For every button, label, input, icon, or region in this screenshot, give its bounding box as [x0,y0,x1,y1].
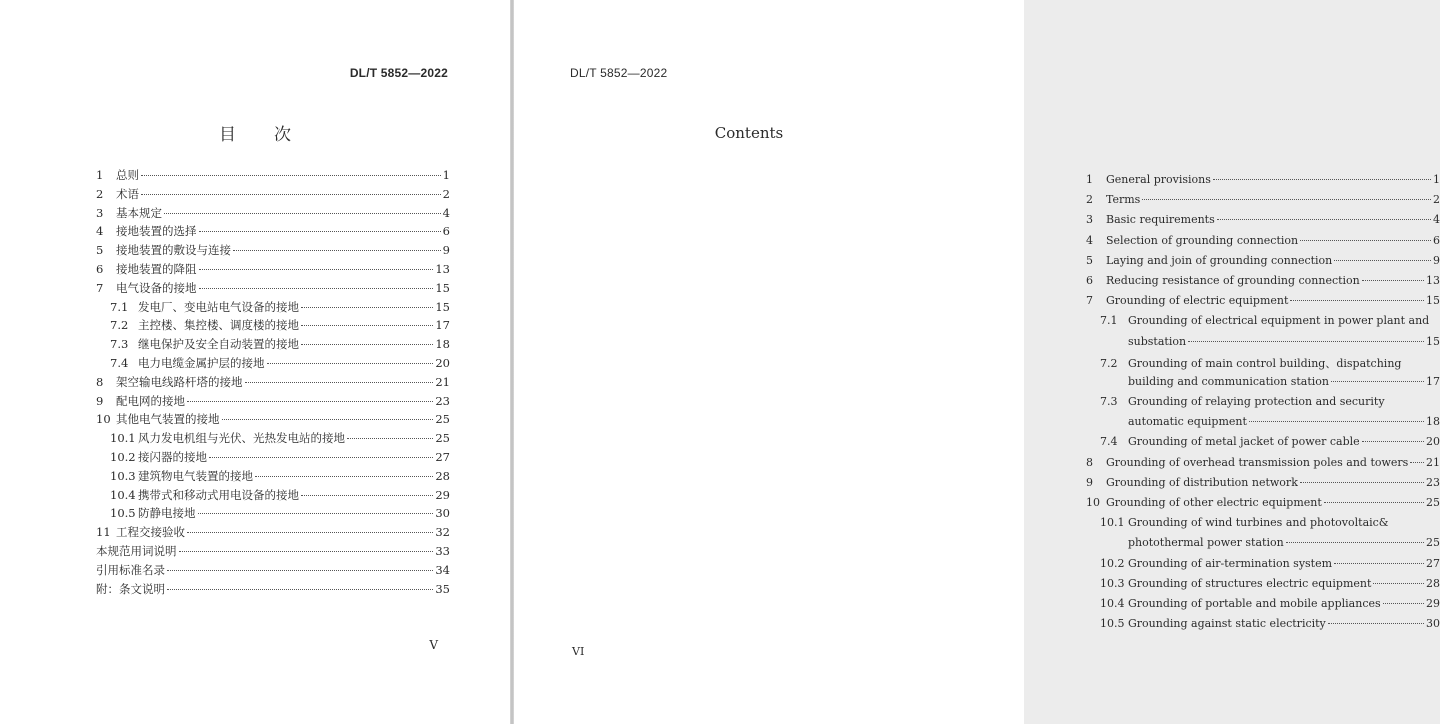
toc-entry-label: Grounding of metal jacket of power cable [1128,435,1360,449]
toc-entry-label: 基本规定 [116,205,162,220]
toc-entry-number: 1 [96,168,104,182]
toc-entry-number: 10.3 [110,468,136,483]
toc-entry-label: 接地装置的选择 [116,224,197,239]
toc-entry [96,468,450,487]
toc-entry [1086,294,1440,314]
toc-leader-dots [199,231,441,232]
toc-entry-page: 2 [442,186,450,201]
toc-entry-label: 风力发电机组与光伏、光热发电站的接地 [138,431,345,446]
toc-entry-page: 18 [1426,415,1440,429]
toc-leader-dots [141,175,441,176]
toc-entry-page: 20 [1426,435,1440,449]
toc-entry [1086,193,1440,213]
toc-leader-dots [167,589,433,590]
toc-leader-dots [245,382,434,383]
toc-entry-number: 10.2 [110,449,136,464]
toc-entry [1086,597,1440,617]
toc-leader-dots [1324,502,1424,503]
toc-entry-number: 6 [96,261,104,276]
toc-entry-label: 配电网的接地 [116,393,185,408]
toc-entry [96,543,450,562]
toc-entry-page: 25 [1426,496,1440,509]
toc-entry-number: 2 [96,186,104,201]
toc-entry-label: 发电厂、变电站电气设备的接地 [138,299,299,314]
toc-entry [1086,516,1440,536]
toc-leader-dots [1334,563,1424,564]
toc-entry-number: 7 [1086,294,1093,308]
toc-leader-dots [1410,462,1424,463]
toc-leader-dots [209,457,433,458]
toc-entry-label: Selection of grounding connection [1106,233,1299,247]
toc-entry [96,280,450,299]
toc-entry-number: 6 [1086,273,1093,287]
toc-leader-dots [301,495,433,496]
toc-entry-label: 其他电气装置的接地 [116,412,220,427]
toc-entry-number: 7.1 [110,299,129,314]
toc-entry-label: 总则 [116,168,139,182]
toc-entry [1086,476,1440,496]
toc-entry-label: 工程交接验收 [116,525,185,540]
toc-entry [96,167,450,186]
toc-entry-label: General provisions [1106,173,1211,186]
toc-entry-page: 13 [1426,273,1440,287]
toc-entry-number: 10 [1086,496,1100,509]
toc-entry-number: 5 [1086,253,1093,267]
toc-entry-page: 34 [435,562,450,577]
left-page [0,0,510,724]
toc-entry-label: 引用标准名录 [96,562,165,577]
toc-entry-label: 电气设备的接地 [116,280,197,295]
toc-entry-number: 8 [1086,455,1093,469]
toc-entry [96,449,450,468]
toc-entry-number: 5 [96,243,104,258]
toc-leader-dots [1362,441,1424,442]
toc-entry [96,223,450,242]
toc-entry [96,430,450,449]
toc-entry-page: 15 [1426,294,1440,308]
toc-entry-label: 架空输电线路杆塔的接地 [116,374,243,389]
toc-entry-page: 20 [435,355,450,370]
toc-leader-dots [1290,300,1424,301]
toc-leader-dots [1249,421,1424,422]
toc-entry-number: 3 [1086,213,1093,227]
toc-entry-label: Grounding of overhead transmission poles and towers [1106,455,1409,469]
toc-entry [1086,254,1440,274]
toc-entry-number: 7.4 [110,355,129,370]
toc-entry-label: 术语 [116,186,139,201]
toc-entry-page: 25 [435,412,450,427]
toc-entry [1086,213,1440,233]
toc-entry-page: 23 [1426,475,1440,489]
toc-entry-page: 15 [435,280,450,295]
toc-entry [96,393,450,412]
toc-english [1086,173,1440,637]
toc-leader-dots [1328,623,1424,624]
toc-leader-dots [1373,583,1424,584]
toc-entry-page: 28 [1426,576,1440,590]
toc-entry [96,242,450,261]
toc-entry [96,186,450,205]
toc-entry-label: 电力电缆金属护层的接地 [138,355,265,370]
toc-entry-label-continued: building and communication station [1128,374,1329,388]
toc-entry-page: 23 [435,393,450,408]
toc-leader-dots [187,532,433,533]
toc-leader-dots [199,269,434,270]
toc-leader-dots [267,363,434,364]
toc-entry [1086,557,1440,577]
toc-leader-dots [255,476,433,477]
toc-entry [96,336,450,355]
toc-entry-page: 21 [1426,455,1440,469]
toc-entry-page: 29 [1426,596,1440,610]
toc-entry-page: 15 [435,299,450,314]
toc-entry-label: Grounding of electrical equipment in power plant and [1128,314,1430,328]
toc-entry-page: 18 [435,337,450,352]
toc-leader-dots [179,551,434,552]
toc-entry-number: 10.5 [110,506,136,521]
toc-entry-continuation [1086,335,1440,355]
toc-entry-label: 附：条文说明 [96,581,165,596]
toc-entry-label: Grounding of portable and mobile appliances [1128,596,1381,610]
toc-entry-number: 9 [96,393,104,408]
right-page-title: Contents [714,124,784,142]
toc-entry-page: 25 [435,431,450,446]
toc-entry-number: 10.4 [110,487,136,502]
toc-leader-dots [141,194,441,195]
toc-entry [96,355,450,374]
toc-entry-label: 主控楼、集控楼、调度楼的接地 [138,318,299,333]
toc-entry-page: 29 [435,487,450,502]
toc-entry-page: 30 [435,506,450,521]
toc-entry-number: 7.1 [1100,314,1118,328]
toc-leader-dots [1334,260,1431,261]
toc-entry-number: 11 [96,525,111,540]
toc-entry [1086,395,1440,415]
toc-entry-label-continued: substation [1128,334,1187,348]
toc-entry-number: 9 [1086,475,1093,489]
toc-leader-dots [1383,603,1424,604]
toc-entry [1086,234,1440,254]
toc-leader-dots [1300,482,1424,483]
toc-entry-label: Grounding of relaying protection and security [1128,395,1385,409]
toc-entry-continuation [1086,375,1440,395]
toc-entry-page: 35 [435,581,450,596]
toc-leader-dots [301,344,433,345]
toc-entry-number: 4 [96,224,104,239]
toc-entry-number: 1 [1086,173,1093,186]
toc-entry-number: 8 [96,374,104,389]
toc-entry [1086,496,1440,516]
left-page-header: DL/T 5852—2022 [349,66,448,80]
toc-entry-number: 10 [96,412,111,427]
toc-entry [96,524,450,543]
toc-entry [96,581,450,600]
toc-entry-label: 接闪器的接地 [138,449,207,464]
toc-entry-number: 7.4 [1100,435,1118,449]
toc-entry-page: 13 [435,261,450,276]
toc-entry [1086,456,1440,476]
toc-entry-label-continued: automatic equipment [1128,415,1247,429]
toc-entry-page: 9 [1433,253,1440,267]
toc-entry-number: 10.5 [1100,617,1125,631]
toc-entry-label: 防静电接地 [138,506,196,521]
toc-leader-dots [1217,219,1431,220]
toc-entry-number: 10.4 [1100,596,1125,610]
toc-entry-label: 携带式和移动式用电设备的接地 [138,487,299,502]
toc-entry-label: Basic requirements [1106,213,1215,227]
toc-leader-dots [1331,381,1424,382]
right-page [514,0,1440,724]
toc-leader-dots [222,419,434,420]
toc-leader-dots [1300,240,1431,241]
toc-entry-label: Reducing resistance of grounding connection [1106,273,1360,287]
toc-entry-page: 25 [1426,536,1440,550]
toc-entry-label: Grounding of air-termination system [1128,556,1333,570]
toc-entry [96,299,450,318]
toc-entry-number: 7.2 [110,318,129,333]
toc-entry-label: Grounding of main control building、dispatching [1128,356,1402,370]
toc-entry [96,411,450,430]
toc-leader-dots [199,288,434,289]
toc-entry-page: 32 [435,525,450,540]
toc-entry-page: 1 [1433,173,1440,186]
toc-entry [1086,577,1440,597]
toc-entry-page: 15 [1426,334,1440,348]
toc-entry [1086,617,1440,637]
left-page-title: 目次 [219,125,329,145]
toc-entry-page: 17 [1426,374,1440,388]
toc-leader-dots [1362,280,1424,281]
toc-leader-dots [187,401,433,402]
toc-entry-page: 33 [435,543,450,558]
toc-entry-number: 3 [96,205,104,220]
toc-chinese [96,167,450,599]
toc-entry-page: 17 [435,318,450,333]
toc-entry-number: 7.3 [1100,395,1118,409]
right-page-folio: VI [572,645,585,658]
toc-entry [96,374,450,393]
toc-entry-label: 接地装置的降阻 [116,261,197,276]
toc-entry-label: 建筑物电气装置的接地 [138,468,253,483]
toc-entry-label: Grounding of structures electric equipment [1128,576,1372,590]
toc-entry [1086,435,1440,455]
toc-entry-label: 接地装置的敷设与连接 [116,243,231,258]
toc-entry-label: Grounding of wind turbines and photovoltaic& [1128,516,1389,530]
toc-entry-number: 4 [1086,233,1093,247]
toc-entry-page: 4 [442,205,450,220]
toc-entry-label: 继电保护及安全自动装置的接地 [138,337,299,352]
toc-entry-page: 27 [1426,556,1440,570]
toc-entry-continuation [1086,415,1440,435]
toc-entry [1086,314,1440,334]
toc-entry-page: 9 [442,243,450,258]
toc-entry [96,261,450,280]
toc-entry-label: Laying and join of grounding connection [1106,253,1333,267]
right-page-header: DL/T 5852—2022 [570,66,668,80]
toc-entry-page: 27 [435,449,450,464]
toc-entry-page: 6 [442,224,450,239]
toc-entry-continuation [1086,536,1440,556]
toc-leader-dots [347,438,433,439]
toc-entry [1086,274,1440,294]
toc-leader-dots [1142,199,1431,200]
toc-entry-label: Grounding of distribution network [1106,475,1298,489]
toc-entry-page: 1 [442,168,450,182]
toc-entry-number: 2 [1086,193,1093,207]
toc-entry-label: 本规范用词说明 [96,543,177,558]
toc-entry-page: 2 [1433,193,1440,207]
toc-entry-number: 10.1 [1100,516,1125,530]
toc-entry-label: Grounding of other electric equipment [1106,496,1322,509]
toc-entry [1086,355,1440,375]
toc-entry [96,317,450,336]
toc-leader-dots [1213,179,1431,180]
toc-leader-dots [233,250,441,251]
toc-leader-dots [167,570,433,571]
toc-entry-label: Grounding against static electricity [1128,617,1326,631]
toc-entry-number: 7.3 [110,337,129,352]
toc-leader-dots [164,213,441,214]
toc-entry-label: Grounding of electric equipment [1106,294,1289,308]
toc-entry-page: 28 [435,468,450,483]
toc-entry [1086,173,1440,193]
toc-entry-number: 10.2 [1100,556,1125,570]
toc-leader-dots [198,513,434,514]
toc-leader-dots [301,325,433,326]
toc-entry-page: 30 [1426,617,1440,631]
toc-entry-number: 10.3 [1100,576,1125,590]
toc-entry-page: 6 [1433,233,1440,247]
toc-entry-label-continued: photothermal power station [1128,536,1284,550]
left-page-folio: V [429,638,438,652]
toc-entry-label: Terms [1106,193,1141,207]
toc-entry [96,487,450,506]
toc-leader-dots [1188,341,1424,342]
toc-entry [96,205,450,224]
toc-leader-dots [1286,542,1424,543]
toc-entry-page: 21 [435,374,450,389]
toc-entry [96,505,450,524]
toc-leader-dots [301,307,433,308]
toc-entry-page: 4 [1433,213,1440,227]
toc-entry-number: 7 [96,280,104,295]
toc-entry-number: 10.1 [110,431,136,446]
toc-entry [96,562,450,581]
toc-entry-number: 7.2 [1100,356,1118,370]
